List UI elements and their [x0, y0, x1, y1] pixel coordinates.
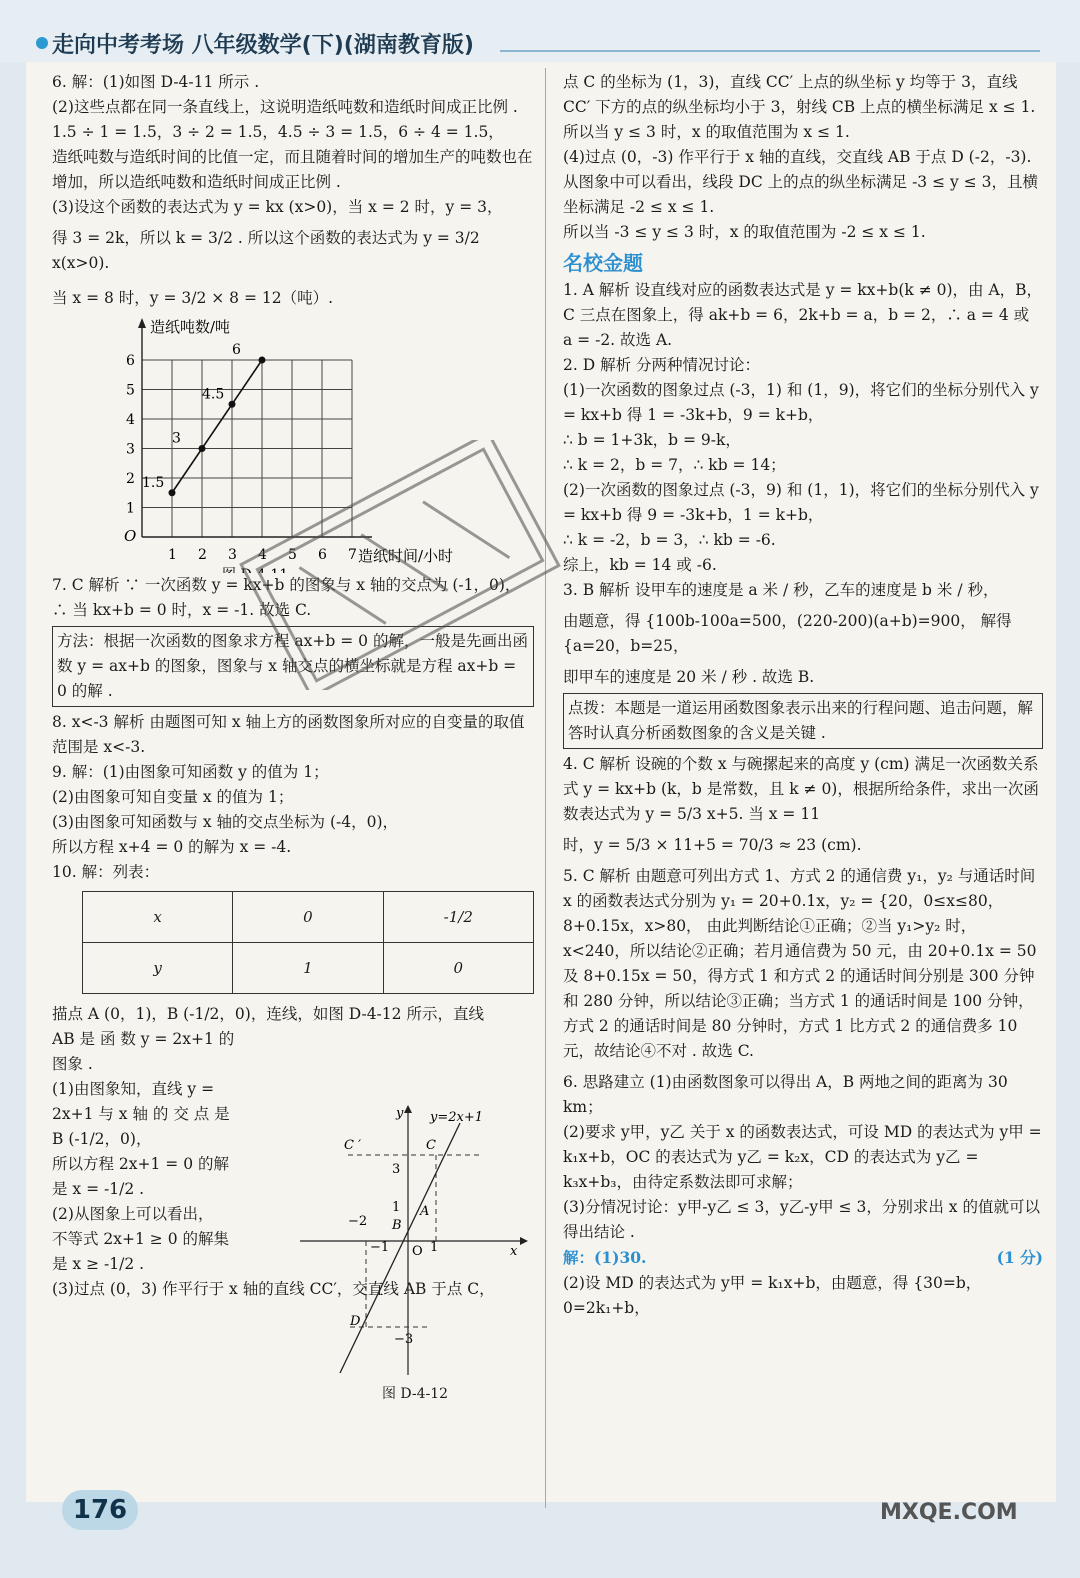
r6-line-2: (2)要求 y甲，y乙 关于 x 的函数表达式，可设 MD 的表达式为 y甲 = k₁x+b，OC 的表达式为 y乙 = k₂x，CD 的表达式为 y乙 = k₃x+b₃，由待定系数法即可求解；	[563, 1123, 1042, 1191]
table-cell: 1	[233, 943, 383, 994]
q10-line-3: 图象 .	[52, 1055, 93, 1073]
q10-line-11: 是 x ≥ -1/2 .	[52, 1255, 145, 1273]
r1-text: 1. A 解析 设直线对应的函数表达式是 y = kx+b(k ≠ 0)，由 A，B，C 三点在图象上，得 ak+b = 6，2k+b = a，b = 2，∴ a = 4 或 a = -2. 故选 A.	[563, 281, 1043, 349]
bullet-icon	[36, 37, 48, 49]
svg-text:1: 1	[430, 1240, 439, 1255]
q9-line-1: 9. 解：(1)由图象可知函数 y 的值为 1；	[52, 763, 329, 781]
y-tick-label: 5	[126, 382, 135, 399]
q6-line-5: (3)设这个函数的表达式为 y = kx (x>0)，当 x = 2 时，y = 3，	[52, 198, 503, 216]
q10-line-6: B (-1/2，0)，	[52, 1130, 152, 1148]
r6-line-3: (3)分情况讨论：y甲-y乙 ≤ 3，y乙-y甲 ≤ 3，分别求出 x 的值就可以得出结论 .	[563, 1198, 1040, 1241]
table-cell: -1/2	[383, 892, 533, 943]
r2-line-4: ∴ k = 2，b = 7，∴ kb = 14；	[563, 456, 786, 474]
line-label: y=2x+1	[430, 1110, 484, 1125]
figure-d-4-12-caption: 图 D-4-12	[381, 1386, 449, 1402]
q10-line-7: 所以方程 2x+1 = 0 的解	[52, 1155, 230, 1173]
r2-line-2: (1)一次函数的图象过点 (-3，1) 和 (1，9)，将它们的坐标分别代入 y = kx+b 得 1 = -3k+b，9 = k+b，	[563, 381, 1039, 424]
r2-line-6: ∴ k = -2，b = 3，∴ kb = -6.	[563, 531, 776, 549]
r2-line-5: (2)一次函数的图象过点 (-3，9) 和 (1，1)，将它们的坐标分别代入 y = kx+b 得 9 = -3k+b，1 = k+b，	[563, 481, 1039, 524]
data-label: 4.5	[202, 386, 225, 403]
x-tick-label: 2	[198, 547, 207, 563]
data-label: 1.5	[142, 474, 165, 491]
y-tick-label: 6	[126, 353, 135, 369]
r3-line-3: 即甲车的速度是 20 米 / 秒 . 故选 B.	[563, 668, 815, 686]
method-text: 方法：根据一次函数的图象求方程 ax+b = 0 的解，一般是先画出函数 y = ax+b 的图象，图象与 x 轴交点的横坐标就是方程 ax+b = 0 的解 .	[57, 632, 528, 700]
data-point	[229, 401, 236, 408]
x-tick-label: 1	[168, 547, 177, 563]
linear-graph	[300, 1103, 530, 1383]
x-tick-label: 6	[318, 547, 327, 563]
cont-3: 从图象中可以看出，线段 DC 上的点的纵坐标满足 -3 ≤ y ≤ 3，且横坐标满足 -2 ≤ x ≤ 1.	[563, 173, 1038, 216]
r6-answer-1: 解：(1)30.	[563, 1248, 647, 1267]
svg-text:C: C	[426, 1138, 436, 1153]
figure-d-4-12	[300, 1103, 530, 1402]
svg-text:O: O	[412, 1244, 423, 1259]
svg-text:C ′: C ′	[344, 1138, 362, 1153]
q6-line-3: 1.5 ÷ 1 = 1.5，3 ÷ 2 = 1.5，4.5 ÷ 3 = 1.5，6 ÷ 4 = 1.5，	[52, 123, 504, 141]
q6-line-1: 6. 解：(1)如图 D-4-11 所示 .	[52, 73, 260, 91]
y-axis-arrow-icon	[138, 318, 146, 328]
header-rule	[500, 50, 1040, 52]
xy-table	[82, 891, 534, 994]
x-tick-label: 7	[348, 547, 357, 563]
svg-text:y: y	[396, 1106, 404, 1121]
x-tick-label: 4	[258, 547, 267, 563]
q6-line-6: 得 3 = 2k，所以 k = 3/2 . 所以这个函数的表达式为 y = 3/2 x(x>0).	[52, 229, 480, 272]
site-watermark: MXQE.COM	[880, 1500, 1018, 1525]
header-title: 走向中考考场 八年级数学(下)(湖南教育版)	[52, 33, 474, 58]
data-point	[199, 445, 206, 452]
tip-text: 点拨：本题是一道运用函数图象表示出来的行程问题、追击问题，解答时认真分析函数图象的含义是关键 .	[568, 699, 1034, 742]
q10-line-10: 不等式 2x+1 ≥ 0 的解集	[52, 1230, 230, 1248]
svg-text:B: B	[392, 1218, 402, 1233]
q10-line-2: AB 是 函 数 y = 2x+1 的	[52, 1030, 235, 1048]
q9-line-3: (3)由图象可知函数与 x 轴的交点坐标为 (-4，0)，	[52, 813, 399, 831]
cont-4: 所以当 -3 ≤ y ≤ 3 时，x 的取值范围为 -2 ≤ x ≤ 1.	[563, 223, 926, 241]
r3-line-1: 3. B 解析 设甲车的速度是 a 米 / 秒，乙车的速度是 b 米 / 秒，	[563, 581, 999, 599]
right-column	[563, 70, 1043, 1321]
r6-answer-2: (2)设 MD 的表达式为 y甲 = k₁x+b，由题意，得 {30=b，0=2k₁+b，	[563, 1274, 982, 1317]
svg-text:A: A	[420, 1204, 430, 1219]
cont-1: 点 C 的坐标为 (1，3)，直线 CC′ 上点的纵坐标 y 均等于 3，直线 CC′ 下方的点的纵坐标均小于 3，射线 CB 上点的横坐标满足 x ≤ 1. 所以当 y ≤ 3 时，x 的取值范围为 x ≤ 1.	[563, 73, 1036, 141]
x-tick-label: 5	[288, 547, 297, 563]
tip-box	[563, 693, 1043, 749]
r2-line-3: ∴ b = 1+3k，b = 9-k，	[563, 431, 741, 449]
watermark-stamp	[230, 440, 570, 690]
svg-text:−2: −2	[348, 1214, 368, 1229]
page-header	[0, 0, 1080, 62]
y-tick-label: 3	[126, 441, 135, 458]
q10-line-5: 2x+1 与 x 轴 的 交 点 是	[52, 1105, 230, 1123]
table-cell: x	[83, 892, 233, 943]
q7-text: 7. C 解析 ∵ 一次函数 y = kx+b 的图象与 x 轴的交点为 (-1，0)，∴ 当 kx+b = 0 时，x = -1. 故选 C.	[52, 576, 521, 619]
r5-text: 5. C 解析 由题意可列出方式 1、方式 2 的通信费 y₁，y₂ 与通话时间 x 的函数表达式分别为 y₁ = 20+0.1x，y₂ = {20，0≤x≤80，8+0.15x，x>80， 由此判断结论①正确；②当 y₁>y₂ 时，x<240，所以结论②正确；若月通信费为 50 元，由 20+0.1x = 50 及 8+0.15x = 50，得方式 1 和方式 2 的通话时间分别是 300 分钟和 280 分钟，所以结论③正确；当方式 1 的通话时间是 100 分钟，方式 2 的通话时间是 80 分钟时，方式 1 比方式 2 的通信费多 10 元，故结论④不对 . 故选 C.	[563, 867, 1037, 1060]
q10-narrow-block	[52, 1027, 292, 1277]
r3-line-2: 由题意，得 {100b-100a=500，(220-200)(a+b)=900， 解得 {a=20，b=25，	[563, 612, 1012, 655]
svg-text:−3: −3	[394, 1332, 414, 1347]
y-tick-label: 4	[126, 412, 135, 428]
data-label: 6	[232, 342, 241, 358]
svg-text:3: 3	[392, 1162, 401, 1177]
q10-line-8: 是 x = -1/2 .	[52, 1180, 145, 1198]
svg-text:x: x	[510, 1244, 518, 1259]
q10-line-12: (3)过点 (0，3) 作平行于 x 轴的直线 CC′，交直线 AB 于点 C，	[52, 1280, 495, 1298]
column-divider	[545, 68, 546, 1508]
q10-line-4: (1)由图象知，直线 y =	[52, 1080, 215, 1098]
q6-line-2: (2)这些点都在同一条直线上，这说明造纸吨数和造纸时间成正比例 .	[52, 98, 518, 116]
data-point	[169, 489, 176, 496]
q10-line-9: (2)从图象上可以看出，	[52, 1205, 214, 1223]
q9-line-2: (2)由图象可知自变量 x 的值为 1；	[52, 788, 294, 806]
origin-label: O	[124, 527, 137, 545]
table-cell: 0	[233, 892, 383, 943]
table-cell: 0	[383, 943, 533, 994]
r6-line-1: 6. 思路建立 (1)由函数图象可以得出 A，B 两地之间的距离为 30 km；	[563, 1073, 1008, 1116]
svg-text:D: D	[350, 1314, 361, 1329]
q9-line-4: 所以方程 x+4 = 0 的解为 x = -4.	[52, 838, 292, 856]
r6-points: (1 分)	[996, 1248, 1043, 1267]
q10-line-1: 描点 A (0，1)，B (-1/2，0)，连线，如图 D-4-12 所示，直线	[52, 1005, 484, 1023]
page-number: 176	[62, 1490, 138, 1530]
q10-head: 10. 解：列表：	[52, 863, 160, 881]
section-title: 名校金题	[563, 251, 643, 275]
q6-line-4: 造纸吨数与造纸时间的比值一定，而且随着时间的增加生产的吨数也在增加，所以造纸吨数和造纸时间成正比例 .	[52, 148, 533, 191]
cont-2: (4)过点 (0，-3) 作平行于 x 轴的直线，交直线 AB 于点 D (-2，-3).	[563, 148, 1032, 166]
table-row	[83, 892, 534, 943]
r6-answer-row	[563, 1245, 1043, 1271]
data-label: 3	[172, 430, 181, 447]
r4-line-1: 4. C 解析 设碗的个数 x 与碗摞起来的高度 y (cm) 满足一次函数关系式 y = kx+b (k，b 是常数，且 k ≠ 0)，根据所给条件，求出一次函数表达式为 y = 5/3 x+5. 当 x = 11	[563, 755, 1039, 823]
r2-line-1: 2. D 解析 分两种情况讨论：	[563, 356, 760, 374]
q8-text: 8. x<-3 解析 由题图可知 x 轴上方的函数图象所对应的自变量的取值范围是 x<-3.	[52, 713, 525, 756]
y-tick-label: 2	[126, 471, 135, 487]
r4-line-2: 时，y = 5/3 × 11+5 = 70/3 ≈ 23 (cm).	[563, 836, 862, 854]
y-axis-label: 造纸吨数/吨	[150, 318, 231, 336]
q6-line-7: 当 x = 8 时，y = 3/2 × 8 = 12（吨）.	[52, 289, 334, 307]
data-point	[259, 357, 266, 364]
table-row	[83, 943, 534, 994]
svg-text:1: 1	[392, 1200, 401, 1215]
svg-text:−1: −1	[370, 1240, 390, 1255]
y-tick-label: 1	[126, 500, 135, 517]
table-cell: y	[83, 943, 233, 994]
r2-line-7: 综上，kb = 14 或 -6.	[563, 556, 717, 574]
x-tick-label: 3	[228, 547, 237, 563]
x-axis-label: 造纸时间/小时	[358, 547, 454, 565]
